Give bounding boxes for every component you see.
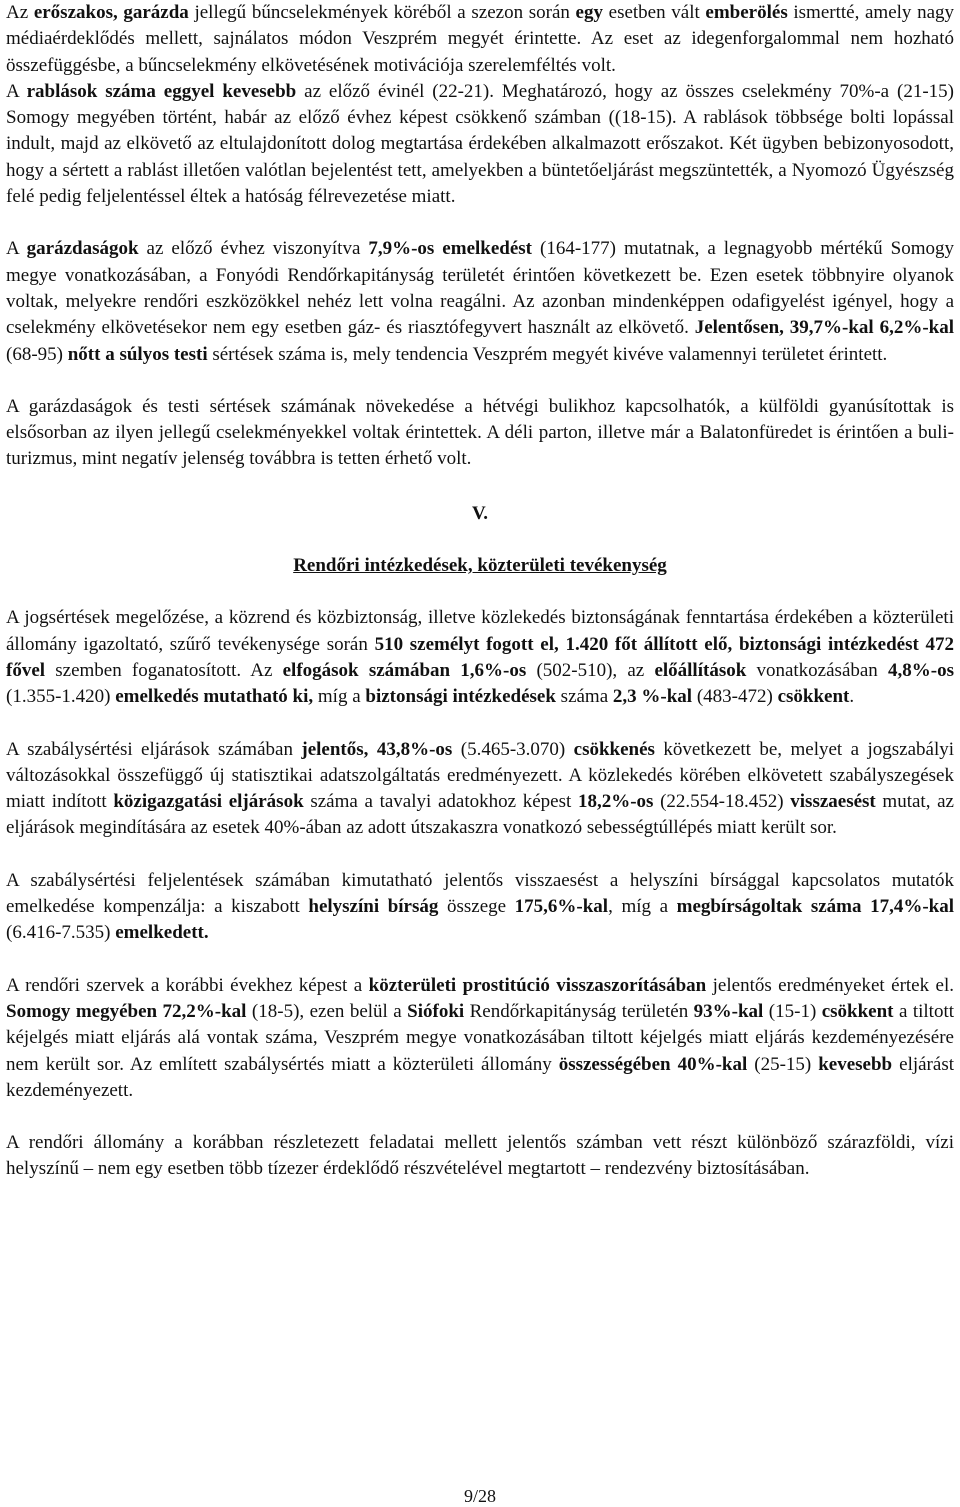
text-run: (164-177) mutatnak, a legnagyobb mértékű Somogy megye vonatkozásában, a Fonyódi Rendőrkapitányság területét érintően következett be. Ezen esetek többnyire olyanok voltak, melyekre rendőri eszközökkel nehéz lett volna reagálni. Az azonban mindenképpen odafigyelést igényel, hogy a cselekmény elkövetésekor nem egy esetben gáz- és riasztófegyvert használt az elkövető.: [6, 238, 954, 339]
text-run: A rendőri állomány a korábban részletezett feladatai mellett jelentős számban vett részt különböző szárazföldi, vízi helyszínű – nem egy esetben több tízezer érdeklődő részvételével megtartott – rendezvény biztosításában.: [6, 1132, 954, 1180]
bold-run: előállítások: [654, 659, 747, 681]
paragraph-weekend-parties: [6, 394, 954, 473]
bold-run: Jelentősen, 39,7%-kal 6,2%-kal: [694, 317, 955, 339]
section-number: V.: [471, 502, 489, 524]
text-run: száma a tavalyi adatokhoz képest: [303, 791, 578, 813]
text-run: A jogsértések megelőzése, a közrend és közbiztonság, illetve közlekedés biztonságának fenntartása érdekében a közterületi állomány igazoltató, szűrő tevékenysége során: [6, 607, 954, 655]
text-run: (18-5), ezen belül a: [246, 1000, 408, 1022]
bold-run: rablások száma eggyel kevesebb: [26, 80, 297, 102]
text-run: , míg a: [608, 896, 677, 918]
paragraph-disorderly-conduct: [6, 236, 954, 367]
text-run: míg a: [313, 686, 366, 708]
bold-run: elfogások számában 1,6%-os: [282, 659, 527, 681]
document-page: [6, 0, 954, 1183]
bold-run: nőtt a súlyos testi: [67, 343, 208, 365]
text-run: A garázdaságok és testi sértések számának növekedése a hétvégi bulikhoz kapcsolhatók, a külföldi gyanúsítottak is elsősorban az ilyen jellegű cselekményekkel voltak érintettek. A déli parton, illetve már a Balatonfüredet is érintően a buli-turizmus, mint negatív jelenség továbbra is tetten érhető volt.: [6, 395, 954, 470]
paragraph-event-security: [6, 1130, 954, 1183]
text-run: (502-510), az: [526, 659, 655, 681]
bold-run: visszaesést: [790, 791, 876, 813]
text-run: .: [849, 686, 855, 708]
text-run: A: [6, 238, 27, 260]
text-run: (6.416-7.535): [6, 922, 116, 944]
bold-run: emberölés: [705, 2, 788, 23]
text-run: Az: [6, 2, 34, 23]
text-run: száma: [555, 686, 613, 708]
text-run: A szabálysértési eljárások számában: [6, 738, 302, 760]
bold-run: helyszíni bírság: [308, 896, 439, 918]
text-run: szemben foganatosított. Az: [45, 659, 283, 681]
bold-run: csökkenés: [573, 738, 655, 760]
bold-run: biztonsági intézkedések: [365, 686, 556, 708]
bold-run: 510 személyt fogott el, 1.420 főt állított elő, biztonsági intézkedést 472 fővel: [6, 633, 954, 681]
text-run: sértések száma is, mely tendencia Veszprém megyét kivéve valamennyi területet érintett.: [207, 343, 888, 365]
paragraph-robberies: [6, 79, 954, 210]
text-run: mutat, az eljárások megindítására az esetek 40%-ában az adott útszakaszra vonatkozó sebességtúllépés miatt került sor.: [6, 791, 954, 839]
bold-run: megbírságoltak száma 17,4%-kal: [676, 896, 954, 918]
text-run: A: [6, 80, 27, 102]
bold-run: 4,8%-os: [888, 659, 954, 681]
text-run: (1.355-1.420): [6, 686, 116, 708]
bold-run: Siófoki: [407, 1000, 465, 1022]
bold-run: emelkedés mutatható ki,: [115, 686, 314, 708]
bold-run: csökkent: [777, 686, 850, 708]
text-run: következett be, melyet a jogszabályi változásokkal összefüggő új statisztikai adatszolgáltatás eredményezett. A közlekedés körében elkövetett szabályszegések miatt indított: [6, 738, 955, 813]
text-run: összege: [438, 896, 515, 918]
text-run: vonatkozásában: [746, 659, 889, 681]
bold-run: 18,2%-os: [577, 791, 654, 813]
text-run: az előző évinél (22-21). Meghatározó, hogy az összes cselekmény 70%-a (21-15) Somogy megyében történt, habár az előző évhez képest csökkenő számban ((18-15). A rablások többsége bolti lopással indult, majd az elkövető az eltulajdonított dolog megtartása érdekében alkalmazott erőszakot. Két ügyben bebizonyosodott, hogy a sértett a rablást illetően valótlan bejelentést tett, amelyekben a büntetőeljárást megszüntették, a Nyomozó Ügyészség felé pedig feljelentéssel éltek a hatóság félrevezetése miatt.: [6, 80, 954, 208]
paragraph-on-spot-fines: [6, 868, 954, 947]
bold-run: közigazgatási eljárások: [113, 791, 304, 813]
section-title: Rendőri intézkedések, közterületi tevékenység: [293, 555, 667, 577]
bold-run: emelkedett.: [115, 922, 209, 944]
text-run: jellegű bűncselekmények köréből a szezon során: [188, 2, 576, 23]
text-run: (5.465-3.070): [452, 738, 574, 760]
bold-run: csökkent: [821, 1000, 894, 1022]
text-run: ismertté, amely nagy médiaérdeklődés mellett, sajnálatos módon Veszprém megyét érintette. Az eset az idegenforgalommal nem hozható összefüggésbe, a bűncselekmény elkövetésének motivációja szerelemféltés volt.: [6, 2, 955, 76]
paragraph-misdemeanor-procedures: [6, 737, 954, 842]
text-run: esetben vált: [602, 2, 706, 23]
text-run: (25-15): [747, 1053, 819, 1075]
bold-run: összességében 40%-kal: [558, 1053, 748, 1075]
text-run: (15-1): [763, 1000, 822, 1022]
text-run: az előző évhez viszonyítva: [138, 238, 369, 260]
text-run: jelentős eredményeket értek el.: [706, 974, 954, 996]
bold-run: közterületi prostitúció visszaszorításában: [368, 974, 707, 996]
paragraph-public-area-activity: [6, 605, 954, 710]
bold-run: egy: [575, 2, 603, 23]
text-run: (22.554-18.452): [653, 791, 791, 813]
paragraph-prostitution: [6, 973, 954, 1104]
text-run: Rendőrkapitányság területén: [464, 1000, 694, 1022]
paragraph-violent-crimes: [6, 0, 954, 79]
text-run: (483-472): [692, 686, 778, 708]
bold-run: kevesebb: [818, 1053, 893, 1075]
bold-run: Somogy megyében 72,2%-kal: [6, 1000, 247, 1022]
text-run: A rendőri szervek a korábbi évekhez képest a: [6, 974, 369, 996]
text-run: eljárást kezdeményezett.: [6, 1053, 954, 1101]
text-run: (68-95): [6, 343, 68, 365]
bold-run: garázdaságok: [26, 238, 139, 260]
bold-run: 7,9%-os emelkedést: [368, 238, 533, 260]
bold-run: 2,3 %-kal: [612, 686, 693, 708]
bold-run: 175,6%-kal: [514, 896, 609, 918]
text-run: A szabálysértési feljelentések számában kimutatható jelentős visszaesést a helyszíni bírsággal kapcsolatos mutatók emelkedése kompenzálja: a kiszabott: [6, 869, 954, 918]
text-run: a tiltott kéjelgés miatt eljárás alá vontak száma, Veszprém megye vonatkozásában tiltott kéjelgés miatt eljárás kezdeményezésére nem került sor. Az említett szabálysértés miatt a közterületi állomány: [6, 1000, 955, 1075]
page-number: 9/28: [463, 1486, 496, 1506]
bold-run: jelentős, 43,8%-os: [301, 738, 453, 760]
bold-run: 93%-kal: [693, 1000, 764, 1022]
bold-run: erőszakos, garázda: [33, 2, 189, 23]
